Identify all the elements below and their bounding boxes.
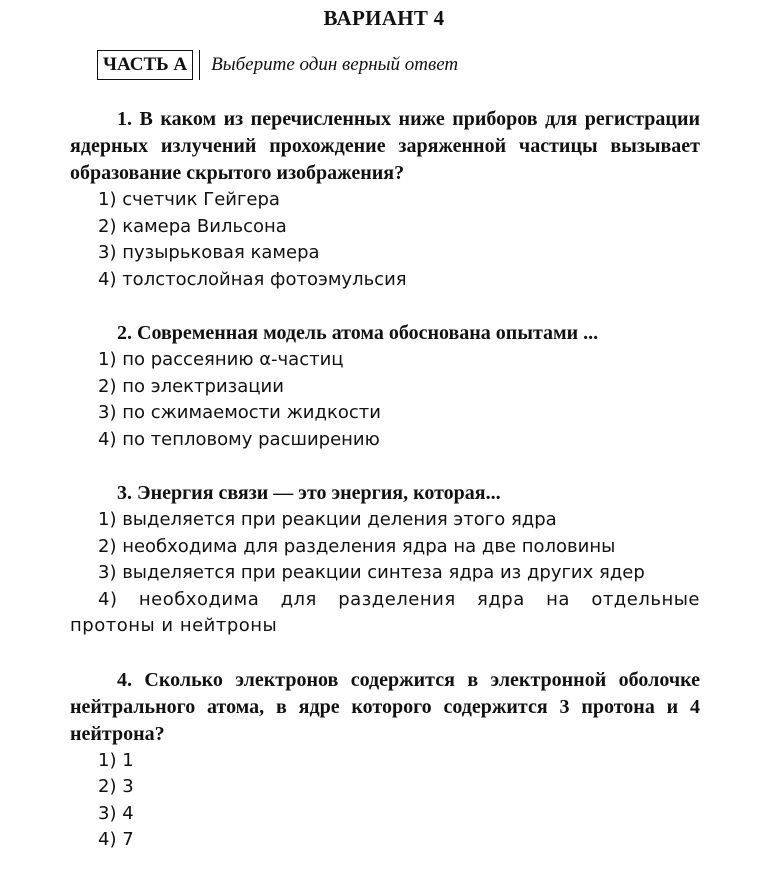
question-text: 4. Сколько электронов содержится в электронной оболочке нейтрального атома, в ядре которого содержится 3 протона и 4 нейтрона? [70, 668, 700, 745]
answer-option: 1) выделяется при реакции деления этого ядра [98, 509, 557, 530]
question-2 [70, 320, 700, 453]
answer-option: 1) счетчик Гейгера [98, 189, 280, 210]
answer-option: 2) необходима для разделения ядра на две половины [98, 535, 616, 557]
answer-option: 2) по электризации [98, 375, 284, 397]
answer-option: 1) 1 [98, 749, 134, 771]
question-text: 3. Энергия связи — это энергия, которая... [117, 482, 501, 504]
answer-option: 4) по тепловому расширению [98, 428, 380, 450]
question-4 [70, 667, 700, 854]
part-instruction: Выберите один верный ответ [211, 54, 459, 75]
answer-option: 3) по сжимаемости жидкости [98, 402, 381, 423]
variant-title: ВАРИАНТ 4 [323, 6, 445, 30]
answer-option: 3) пузырьковая камера [98, 242, 320, 263]
answer-option: 4) толстослойная фотоэмульсия [98, 268, 407, 290]
part-header [97, 50, 458, 80]
answer-option: 2) 3 [98, 776, 134, 797]
part-label: ЧАСТЬ А [97, 50, 193, 80]
question-text: 1. В каком из перечисленных ниже приборов для регистрации ядерных излучений прохождение заряженной частицы вызывает образование скрытого изображения? [70, 108, 700, 184]
question-3 [70, 480, 700, 640]
answer-option: 3) 4 [98, 802, 134, 824]
answer-option: 2) камера Вильсона [98, 215, 287, 237]
answer-option: 1) по рассеянию α-частиц [98, 349, 344, 370]
answer-option: 3) выделяется при реакции синтеза ядра из других ядер [98, 562, 645, 583]
question-1 [70, 106, 700, 293]
answer-option: 4) 7 [98, 829, 134, 850]
questions-list [70, 106, 700, 881]
question-text: 2. Современная модель атома обоснована опытами ... [117, 322, 599, 344]
answer-option: 4) необходима для разделения ядра на отдельные протоны и нейтроны [70, 588, 700, 636]
